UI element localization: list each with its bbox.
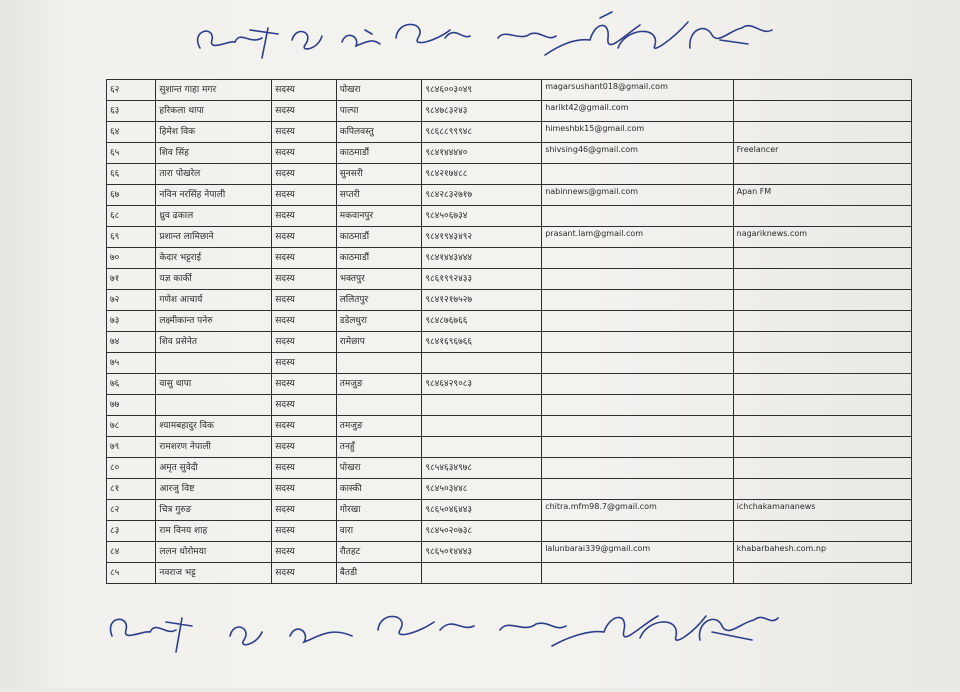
district-cell: काठमाडौं — [336, 248, 422, 269]
serial-number-cell: ८३ — [107, 521, 156, 542]
email-cell — [542, 437, 733, 458]
phone-cell: ९८४६००३०४९ — [422, 80, 542, 101]
table-row — [107, 374, 912, 395]
district-cell: तनहुँ — [336, 437, 422, 458]
table-row — [107, 122, 912, 143]
email-cell — [542, 332, 733, 353]
member-name-cell: यज्ञ कार्की — [156, 269, 272, 290]
serial-number-cell: ७४ — [107, 332, 156, 353]
post-cell: सदस्य — [272, 143, 336, 164]
organization-cell — [733, 395, 911, 416]
phone-cell: ९८५४६३४९७८ — [422, 458, 542, 479]
serial-number-cell: ६७ — [107, 185, 156, 206]
table-row — [107, 206, 912, 227]
post-cell: सदस्य — [272, 437, 336, 458]
member-name-cell: शिव प्रसेनेत — [156, 332, 272, 353]
serial-number-cell: ६८ — [107, 206, 156, 227]
post-cell: सदस्य — [272, 206, 336, 227]
post-cell: सदस्य — [272, 122, 336, 143]
organization-cell: Apan FM — [733, 185, 911, 206]
post-cell: सदस्य — [272, 248, 336, 269]
organization-cell — [733, 479, 911, 500]
phone-cell: ९८४५०२०७३८ — [422, 521, 542, 542]
table-row — [107, 269, 912, 290]
organization-cell — [733, 269, 911, 290]
post-cell: सदस्य — [272, 458, 336, 479]
email-cell — [542, 374, 733, 395]
post-cell: सदस्य — [272, 80, 336, 101]
table-row — [107, 353, 912, 374]
table-row — [107, 500, 912, 521]
post-cell: सदस्य — [272, 395, 336, 416]
post-cell: सदस्य — [272, 185, 336, 206]
post-cell: सदस्य — [272, 479, 336, 500]
organization-cell — [733, 248, 911, 269]
table-row — [107, 248, 912, 269]
organization-cell — [733, 164, 911, 185]
post-cell: सदस्य — [272, 563, 336, 584]
serial-number-cell: ८० — [107, 458, 156, 479]
email-cell: shivsing46@gmail.com — [542, 143, 733, 164]
member-name-cell: लक्ष्मीकान्त पनेरु — [156, 311, 272, 332]
post-cell: सदस्य — [272, 311, 336, 332]
member-name-cell: शिव सिंह — [156, 143, 272, 164]
member-name-cell: केदार भट्टराई — [156, 248, 272, 269]
member-name-cell — [156, 353, 272, 374]
organization-cell — [733, 101, 911, 122]
email-cell — [542, 521, 733, 542]
phone-cell — [422, 395, 542, 416]
phone-cell — [422, 437, 542, 458]
table-row — [107, 143, 912, 164]
serial-number-cell: ८१ — [107, 479, 156, 500]
phone-cell: ९८६५०४६४४३ — [422, 500, 542, 521]
table-row — [107, 332, 912, 353]
phone-cell: ९८४७८३२४३ — [422, 101, 542, 122]
member-name-cell: नवराज भट्ट — [156, 563, 272, 584]
district-cell: बैतडी — [336, 563, 422, 584]
post-cell: सदस्य — [272, 500, 336, 521]
post-cell: सदस्य — [272, 164, 336, 185]
table-row — [107, 542, 912, 563]
member-name-cell: रामशरण नेपाली — [156, 437, 272, 458]
serial-number-cell: ६३ — [107, 101, 156, 122]
post-cell: सदस्य — [272, 290, 336, 311]
table-row — [107, 563, 912, 584]
post-cell: सदस्य — [272, 521, 336, 542]
post-cell: सदस्य — [272, 416, 336, 437]
email-cell: himeshbk15@gmail.com — [542, 122, 733, 143]
member-name-cell: गणेश आचार्य — [156, 290, 272, 311]
organization-cell: Freelancer — [733, 143, 911, 164]
phone-cell: ९८४५०३४४८ — [422, 479, 542, 500]
post-cell: सदस्य — [272, 332, 336, 353]
phone-cell — [422, 416, 542, 437]
email-cell: harikt42@gmail.com — [542, 101, 733, 122]
serial-number-cell: ७८ — [107, 416, 156, 437]
email-cell — [542, 290, 733, 311]
table-row — [107, 227, 912, 248]
district-cell: गोरखा — [336, 500, 422, 521]
email-cell — [542, 206, 733, 227]
serial-number-cell: ६९ — [107, 227, 156, 248]
member-name-cell: हरिकला थापा — [156, 101, 272, 122]
table-row — [107, 521, 912, 542]
member-roster-table — [106, 79, 912, 584]
phone-cell: ९८४१२१७५२७ — [422, 290, 542, 311]
organization-cell — [733, 416, 911, 437]
district-cell: सप्तरी — [336, 185, 422, 206]
table-row — [107, 80, 912, 101]
member-name-cell: राम विनय शाह — [156, 521, 272, 542]
organization-cell: ichchakamananews — [733, 500, 911, 521]
member-name-cell: सुशान्त गाहा मगर — [156, 80, 272, 101]
serial-number-cell: ७० — [107, 248, 156, 269]
district-cell: सुनसरी — [336, 164, 422, 185]
phone-cell — [422, 353, 542, 374]
phone-cell: ९८४६४२९०८३ — [422, 374, 542, 395]
district-cell — [336, 353, 422, 374]
district-cell: वारा — [336, 521, 422, 542]
district-cell: तमजुङ — [336, 416, 422, 437]
email-cell — [542, 395, 733, 416]
organization-cell — [733, 458, 911, 479]
table-row — [107, 185, 912, 206]
member-name-cell: वासु थापा — [156, 374, 272, 395]
serial-number-cell: ६४ — [107, 122, 156, 143]
email-cell — [542, 311, 733, 332]
district-cell: भक्तपुर — [336, 269, 422, 290]
district-cell: कपिलवस्तु — [336, 122, 422, 143]
district-cell: पोखरा — [336, 458, 422, 479]
serial-number-cell: ६५ — [107, 143, 156, 164]
member-name-cell: ललन धोरोमया — [156, 542, 272, 563]
member-name-cell: तारा पोखरेल — [156, 164, 272, 185]
post-cell: सदस्य — [272, 269, 336, 290]
post-cell: सदस्य — [272, 101, 336, 122]
phone-cell: ९८४१६९६७६६ — [422, 332, 542, 353]
signatures-bottom — [0, 596, 960, 688]
email-cell — [542, 458, 733, 479]
serial-number-cell: ६६ — [107, 164, 156, 185]
serial-number-cell: ८४ — [107, 542, 156, 563]
district-cell: मकवानपुर — [336, 206, 422, 227]
phone-cell: ९८४१४४३४४४ — [422, 248, 542, 269]
serial-number-cell: ८५ — [107, 563, 156, 584]
email-cell: lalunbarai339@gmail.com — [542, 542, 733, 563]
email-cell: magarsushant018@gmail.com — [542, 80, 733, 101]
organization-cell — [733, 563, 911, 584]
member-name-cell: अमृत सुवेदी — [156, 458, 272, 479]
phone-cell: ९८४५०६७३४ — [422, 206, 542, 227]
handwritten-signatures-icon — [0, 0, 960, 84]
serial-number-cell: ७१ — [107, 269, 156, 290]
phone-cell — [422, 563, 542, 584]
organization-cell — [733, 521, 911, 542]
district-cell: ललितपुर — [336, 290, 422, 311]
table-row — [107, 164, 912, 185]
email-cell — [542, 563, 733, 584]
post-cell: सदस्य — [272, 353, 336, 374]
district-cell: रामेछाप — [336, 332, 422, 353]
member-name-cell: प्रशान्त लामिछाने — [156, 227, 272, 248]
serial-number-cell: ७७ — [107, 395, 156, 416]
signatures-top — [0, 0, 960, 84]
phone-cell: ९८४२८३२७१७ — [422, 185, 542, 206]
phone-cell: ९८४२१७४८८ — [422, 164, 542, 185]
email-cell: prasant.lam@gmail.com — [542, 227, 733, 248]
member-name-cell: ध्रुव ढकाल — [156, 206, 272, 227]
district-cell: डडेलधुरा — [336, 311, 422, 332]
serial-number-cell: ८२ — [107, 500, 156, 521]
email-cell — [542, 416, 733, 437]
serial-number-cell: ६२ — [107, 80, 156, 101]
organization-cell: khabarbahesh.com.np — [733, 542, 911, 563]
serial-number-cell: ७२ — [107, 290, 156, 311]
phone-cell: ९८६५०१४४४३ — [422, 542, 542, 563]
phone-cell: ९८६८८९९९४८ — [422, 122, 542, 143]
organization-cell — [733, 332, 911, 353]
organization-cell — [733, 437, 911, 458]
member-name-cell: चित्र गुरुङ — [156, 500, 272, 521]
phone-cell: ९८६१९९२४३३ — [422, 269, 542, 290]
email-cell — [542, 164, 733, 185]
organization-cell: nagariknews.com — [733, 227, 911, 248]
district-cell: रौतहट — [336, 542, 422, 563]
table-row — [107, 458, 912, 479]
table-row — [107, 101, 912, 122]
organization-cell — [733, 353, 911, 374]
phone-cell: ९८४१४४४४० — [422, 143, 542, 164]
table-row — [107, 416, 912, 437]
organization-cell — [733, 374, 911, 395]
post-cell: सदस्य — [272, 374, 336, 395]
table-row — [107, 437, 912, 458]
email-cell: chitra.mfm98.7@gmail.com — [542, 500, 733, 521]
organization-cell — [733, 290, 911, 311]
serial-number-cell: ७६ — [107, 374, 156, 395]
post-cell: सदस्य — [272, 542, 336, 563]
member-name-cell: आरजु विष्ट — [156, 479, 272, 500]
email-cell — [542, 353, 733, 374]
member-name-cell: नविन नरसिंह नेपाली — [156, 185, 272, 206]
member-name-cell — [156, 395, 272, 416]
member-name-cell: हिमेश विक — [156, 122, 272, 143]
district-cell: तमजुङ — [336, 374, 422, 395]
district-cell: काठमाडौं — [336, 227, 422, 248]
district-cell: कास्की — [336, 479, 422, 500]
organization-cell — [733, 206, 911, 227]
table-row — [107, 290, 912, 311]
district-cell: पाल्पा — [336, 101, 422, 122]
table-row — [107, 311, 912, 332]
district-cell: पोखरा — [336, 80, 422, 101]
organization-cell — [733, 80, 911, 101]
post-cell: सदस्य — [272, 227, 336, 248]
organization-cell — [733, 122, 911, 143]
email-cell — [542, 248, 733, 269]
member-name-cell: श्यामबहादुर विक — [156, 416, 272, 437]
email-cell — [542, 479, 733, 500]
email-cell — [542, 269, 733, 290]
organization-cell — [733, 311, 911, 332]
table-row — [107, 479, 912, 500]
district-cell: काठमाडौं — [336, 143, 422, 164]
serial-number-cell: ७५ — [107, 353, 156, 374]
district-cell — [336, 395, 422, 416]
table-row — [107, 395, 912, 416]
serial-number-cell: ७३ — [107, 311, 156, 332]
phone-cell: ९८४१९४३४९२ — [422, 227, 542, 248]
phone-cell: ९८४८७६७६६ — [422, 311, 542, 332]
handwritten-signatures-icon — [0, 596, 960, 688]
email-cell: nabinnews@gmail.com — [542, 185, 733, 206]
serial-number-cell: ७९ — [107, 437, 156, 458]
